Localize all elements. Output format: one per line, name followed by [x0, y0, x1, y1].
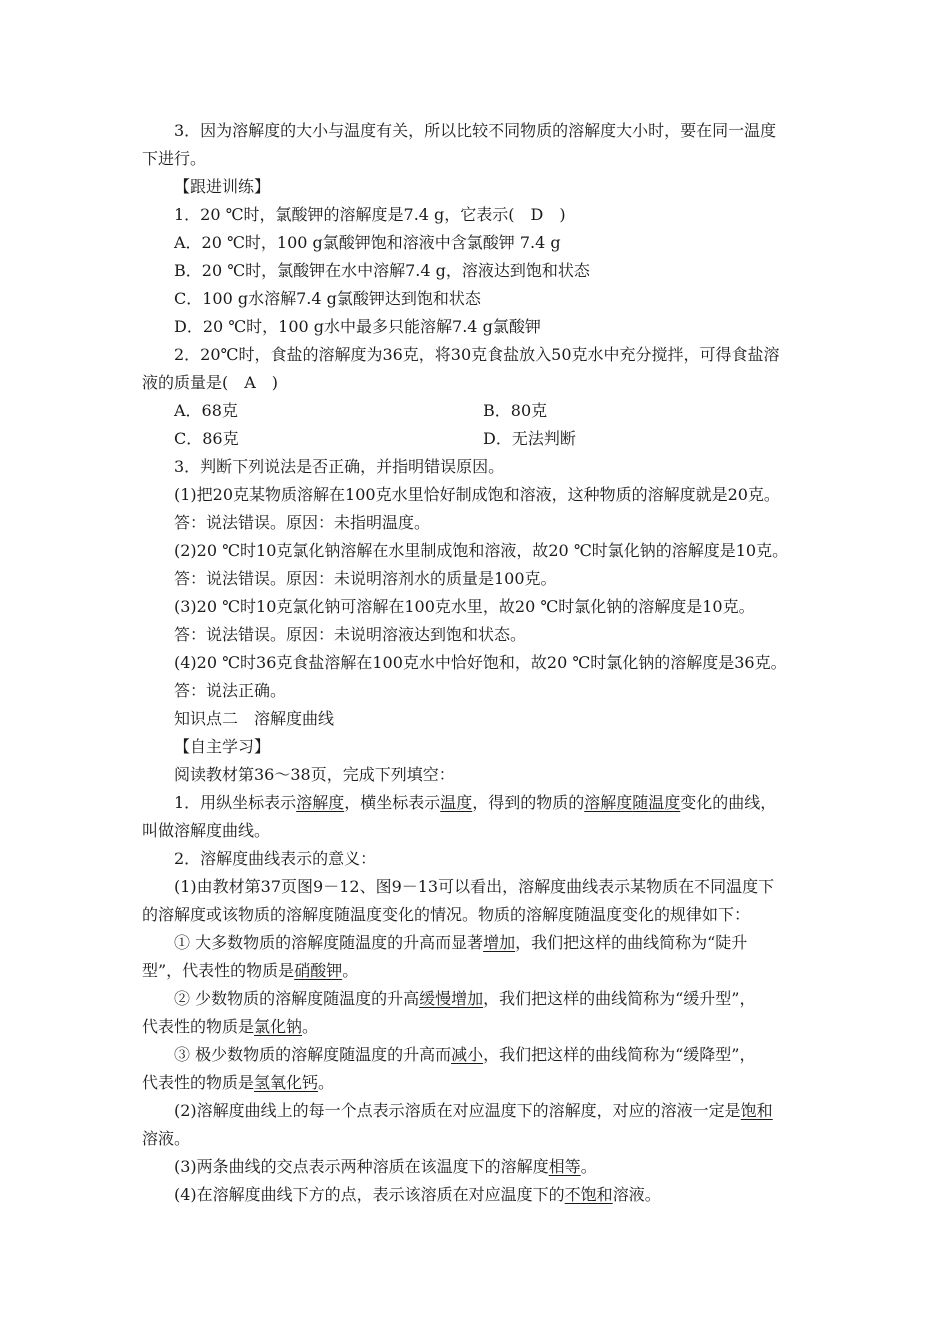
question-3-answer-3: 答：说法错误。原因：未说明溶液达到饱和状态。: [174, 625, 527, 644]
blank-answer: 氢氧化钙: [254, 1073, 319, 1092]
question-2-option-b: B．80克: [483, 401, 548, 420]
section-heading-self-study: 【自主学习】: [174, 737, 271, 756]
question-1-option-a: A．20 ℃时，100 g氯酸钾饱和溶液中含氯酸钾 7.4 g: [174, 233, 561, 252]
question-3-answer-4: 答：说法正确。: [174, 681, 287, 700]
question-3-statement-4: (4)20 ℃时36克食盐溶解在100克水中恰好饱和，故20 ℃时氯化钠的溶解度是36克。: [174, 653, 787, 672]
question-1-option-c: C．100 g水溶解7.4 g氯酸钾达到饱和状态: [174, 289, 481, 308]
fill-item-2-2: (2)溶解度曲线上的每一个点表示溶质在对应温度下的溶解度，对应的溶液一定是饱和: [174, 1101, 773, 1120]
reading-instruction: 阅读教材第36～38页，完成下列填空：: [174, 765, 455, 784]
question-1-option-d: D．20 ℃时，100 g水中最多只能溶解7.4 g氯酸钾: [174, 317, 541, 336]
curve-type-slow-fall-cont: 代表性的物质是氢氧化钙。: [142, 1073, 335, 1092]
curve-type-slow-rise-cont: 代表性的物质是氯化钠。: [142, 1017, 319, 1036]
curve-type-steep: ① 大多数物质的溶解度随温度的升高而显著增加，我们把这样的曲线简称为“陡升: [174, 933, 748, 952]
fill-item-2-3: (3)两条曲线的交点表示两种溶质在该温度下的溶解度相等。: [174, 1157, 597, 1176]
blank-answer: 减小: [451, 1045, 484, 1064]
question-3-statement-3: (3)20 ℃时10克氯化钠可溶解在100克水里，故20 ℃时氯化钠的溶解度是10克。: [174, 597, 755, 616]
blank-answer: 氯化钠: [254, 1017, 303, 1036]
question-3: 3．判断下列说法是否正确，并指明错误原因。: [174, 457, 505, 476]
blank-answer: 饱和: [740, 1101, 773, 1120]
blank-answer: 溶解度: [584, 793, 633, 812]
question-2-option-a: A．68克: [174, 401, 238, 420]
blank-answer: 温度: [648, 793, 681, 812]
blank-answer: 增加: [483, 933, 516, 952]
blank-answer: 硝酸钾: [294, 961, 343, 980]
question-3-answer-1: 答：说法错误。原因：未指明温度。: [174, 513, 431, 532]
blank-answer: 温度: [440, 793, 473, 812]
fill-item-2-2-cont: 溶液。: [142, 1129, 191, 1148]
question-3-statement-1: (1)把20克某物质溶解在100克水里恰好制成饱和溶液，这种物质的溶解度就是20克。: [174, 485, 780, 504]
blank-answer: 不饱和: [564, 1185, 613, 1204]
question-2-cont: 液的质量是( A ): [142, 373, 279, 392]
blank-answer: 随: [632, 793, 649, 812]
question-2: 2．20℃时，食盐的溶解度为36克，将30克食盐放入50克水中充分搅拌，可得食盐溶: [174, 345, 780, 364]
fill-item-2-1-cont: 的溶解度或该物质的溶解度随温度变化的情况。物质的溶解度随温度变化的规律如下：: [142, 905, 751, 924]
blank-answer: 溶解度: [296, 793, 345, 812]
question-1-option-b: B．20 ℃时，氯酸钾在水中溶解7.4 g，溶液达到饱和状态: [174, 261, 590, 280]
fill-item-2: 2．溶解度曲线表示的意义：: [174, 849, 377, 868]
question-2-option-c: C．86克: [174, 429, 239, 448]
curve-type-slow-rise: ② 少数物质的溶解度随温度的升高缓慢增加，我们把这样的曲线简称为“缓升型”，: [174, 989, 756, 1008]
paragraph-note-3-cont: 下进行。: [142, 149, 207, 168]
question-3-statement-2: (2)20 ℃时10克氯化钠溶解在水里制成饱和溶液，故20 ℃时氯化钠的溶解度是10克。: [174, 541, 789, 560]
fill-item-2-1: (1)由教材第37页图9－12、图9－13可以看出，溶解度曲线表示某物质在不同温度下: [174, 877, 775, 896]
blank-answer: 缓慢增加: [419, 989, 484, 1008]
paragraph-note-3: 3．因为溶解度的大小与温度有关，所以比较不同物质的溶解度大小时，要在同一温度: [174, 121, 777, 140]
curve-type-steep-cont: 型”，代表性的物质是硝酸钾。: [142, 961, 359, 980]
knowledge-point-2-title: 知识点二 溶解度曲线: [174, 709, 335, 728]
fill-item-1: 1．用纵坐标表示溶解度，横坐标表示温度，得到的物质的溶解度随温度变化的曲线，: [174, 793, 777, 812]
section-heading-practice: 【跟进训练】: [174, 177, 271, 196]
curve-type-slow-fall: ③ 极少数物质的溶解度随温度的升高而减小，我们把这样的曲线简称为“缓降型”，: [174, 1045, 756, 1064]
blank-answer: 相等: [548, 1157, 581, 1176]
question-3-answer-2: 答：说法错误。原因：未说明溶剂水的质量是100克。: [174, 569, 557, 588]
fill-item-2-4: (4)在溶解度曲线下方的点，表示该溶质在对应温度下的不饱和溶液。: [174, 1185, 661, 1204]
question-2-option-d: D．无法判断: [483, 429, 576, 448]
fill-item-1-cont: 叫做溶解度曲线。: [142, 821, 271, 840]
question-1: 1．20 ℃时，氯酸钾的溶解度是7.4 g，它表示( D ): [174, 205, 566, 224]
